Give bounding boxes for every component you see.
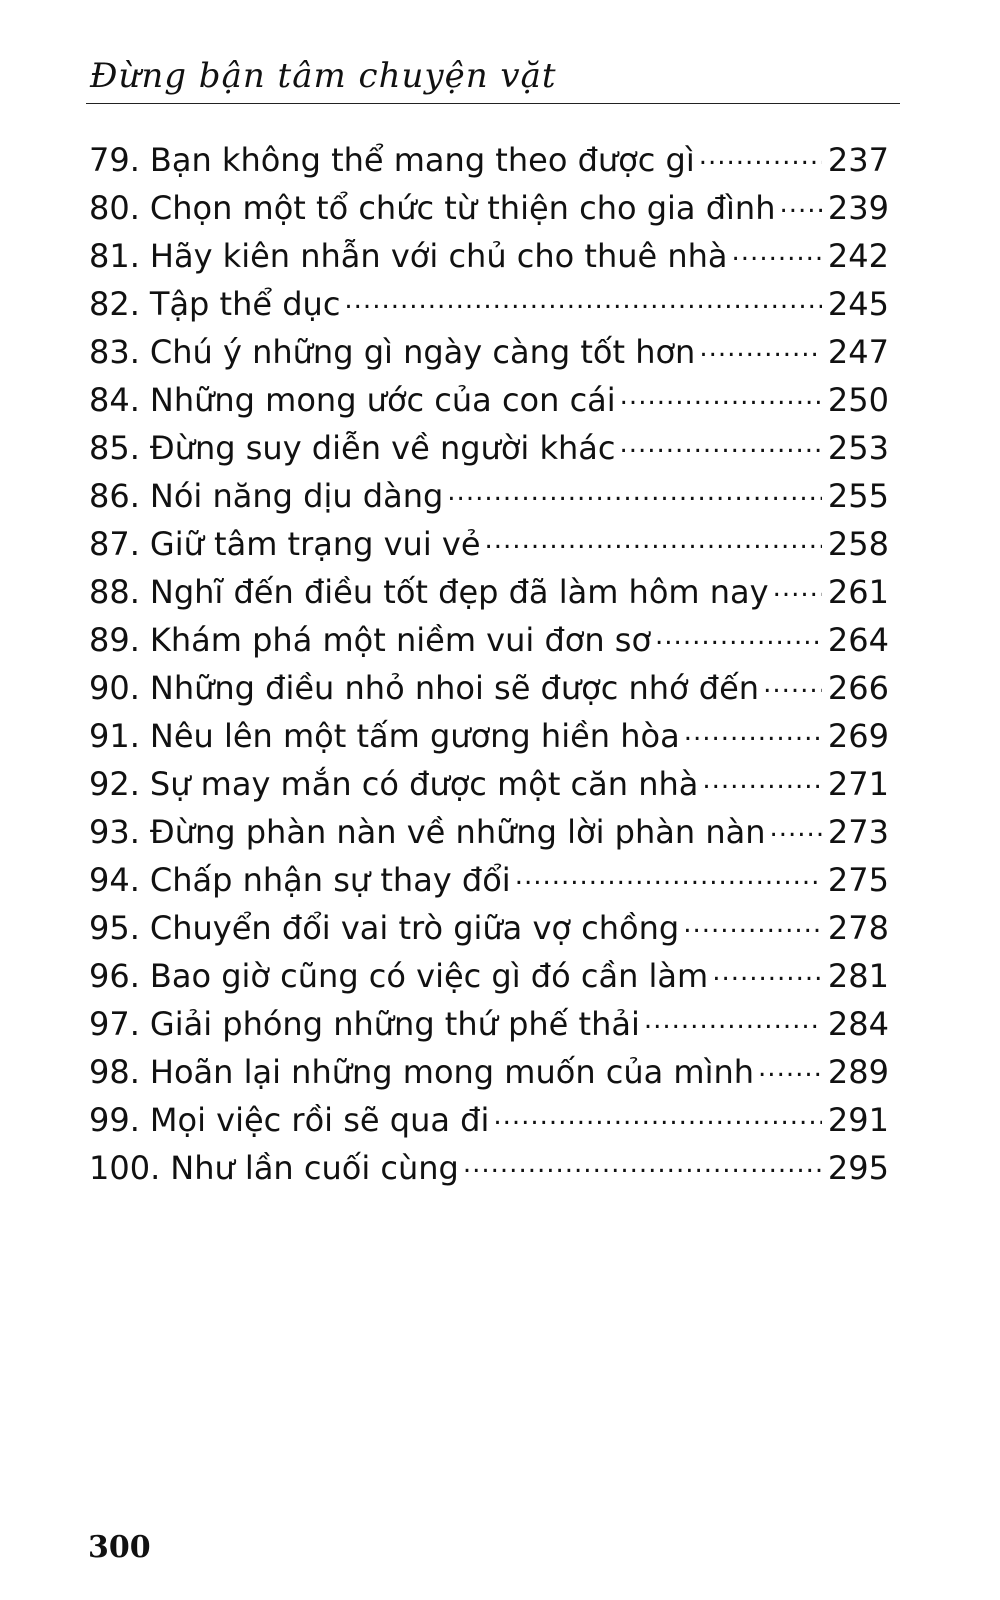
- header-rule: [86, 103, 900, 104]
- dot-leader: [702, 755, 822, 795]
- toc-entry-title: Nghĩ đến điều tốt đẹp đã làm hôm nay: [149, 573, 769, 611]
- toc-entry: [89, 707, 889, 755]
- toc-entry-number: 91.: [89, 717, 140, 755]
- toc-entry-title: Chuyển đổi vai trò giữa vợ chồng: [149, 909, 680, 947]
- dot-leader: [773, 563, 822, 603]
- toc-entry-number: 82.: [89, 285, 140, 323]
- toc-entry-number: 96.: [89, 957, 140, 995]
- toc-entry-title: Sự may mắn có được một căn nhà: [149, 765, 699, 803]
- dot-leader: [712, 947, 822, 987]
- toc-entry-page: 275: [827, 861, 889, 899]
- toc-entry-title: Giải phóng những thứ phế thải: [149, 1005, 640, 1043]
- toc-entry: [89, 755, 889, 803]
- toc-entry-page: 278: [827, 909, 889, 947]
- toc-entry: [89, 659, 889, 707]
- toc-entry-page: 284: [827, 1005, 889, 1043]
- toc-entry-page: 291: [827, 1101, 889, 1139]
- dot-leader: [463, 1139, 822, 1179]
- dot-leader: [699, 323, 822, 363]
- toc-entry: [89, 323, 889, 371]
- toc-entry-title: Những mong ước của con cái: [149, 381, 616, 419]
- toc-entry-number: 84.: [89, 381, 140, 419]
- dot-leader: [732, 227, 822, 267]
- toc-entry-page: 237: [827, 141, 889, 179]
- dot-leader: [655, 611, 822, 651]
- toc-entry-number: 86.: [89, 477, 140, 515]
- toc-entry-page: 266: [827, 669, 889, 707]
- toc-entry-title: Hoãn lại những mong muốn của mình: [149, 1053, 755, 1091]
- toc-entry-page: 250: [827, 381, 889, 419]
- toc-entry: [89, 515, 889, 563]
- toc-entry-page: 258: [827, 525, 889, 563]
- toc-entry-page: 247: [827, 333, 889, 371]
- toc-entry: [89, 803, 889, 851]
- dot-leader: [644, 995, 822, 1035]
- toc-entry: [89, 611, 889, 659]
- toc-entry: [89, 1043, 889, 1091]
- toc-entry-number: 81.: [89, 237, 140, 275]
- toc-entry-title: Hãy kiên nhẫn với chủ cho thuê nhà: [149, 237, 728, 275]
- toc-entry-number: 93.: [89, 813, 140, 851]
- dot-leader: [447, 467, 822, 507]
- toc-entry-number: 89.: [89, 621, 140, 659]
- page-number: 300: [88, 1530, 151, 1565]
- toc-entry-page: 271: [827, 765, 889, 803]
- toc-entry-title: Chấp nhận sự thay đổi: [149, 861, 511, 899]
- toc-entry-title: Những điều nhỏ nhoi sẽ được nhớ đến: [149, 669, 760, 707]
- toc-entry-number: 100.: [89, 1149, 161, 1187]
- toc-entry-number: 90.: [89, 669, 140, 707]
- toc-entry-page: 269: [827, 717, 889, 755]
- toc-entry-title: Chú ý những gì ngày càng tốt hơn: [149, 333, 696, 371]
- toc-entry-page: 261: [827, 573, 889, 611]
- toc-entry-title: Đừng suy diễn về người khác: [149, 429, 616, 467]
- toc-entry-page: 242: [827, 237, 889, 275]
- toc-entry-number: 97.: [89, 1005, 140, 1043]
- toc-entry: [89, 995, 889, 1043]
- toc-entry-number: 95.: [89, 909, 140, 947]
- dot-leader: [619, 419, 821, 459]
- running-head: Đừng bận tâm chuyện vặt: [90, 56, 557, 96]
- toc-entry-title: Như lần cuối cùng: [170, 1149, 459, 1187]
- toc-entry-number: 83.: [89, 333, 140, 371]
- toc-entry-number: 79.: [89, 141, 140, 179]
- toc-entry: [89, 371, 889, 419]
- toc-entry: [89, 1091, 889, 1139]
- toc-entry-title: Tập thể dục: [149, 285, 341, 323]
- toc-entry: [89, 467, 889, 515]
- toc-entry: [89, 563, 889, 611]
- toc-entry-number: 88.: [89, 573, 140, 611]
- toc-entry: [89, 227, 889, 275]
- toc-entry-page: 245: [827, 285, 889, 323]
- toc-entry: [89, 947, 889, 995]
- toc-entry-number: 92.: [89, 765, 140, 803]
- toc-entry-title: Mọi việc rồi sẽ qua đi: [149, 1101, 490, 1139]
- toc-entry: [89, 179, 889, 227]
- dot-leader: [684, 707, 822, 747]
- toc-entry-page: 273: [827, 813, 889, 851]
- toc-entry-title: Bạn không thể mang theo được gì: [149, 141, 695, 179]
- toc-entry-title: Bao giờ cũng có việc gì đó cần làm: [149, 957, 709, 995]
- toc-entry: [89, 851, 889, 899]
- dot-leader: [770, 803, 822, 843]
- toc-entry-number: 99.: [89, 1101, 140, 1139]
- toc-entry-number: 87.: [89, 525, 140, 563]
- dot-leader: [683, 899, 822, 939]
- toc-entry-page: 253: [827, 429, 889, 467]
- toc-entry-number: 98.: [89, 1053, 140, 1091]
- toc-entry-title: Khám phá một niềm vui đơn sơ: [149, 621, 652, 659]
- toc-entry-title: Nêu lên một tấm gương hiền hòa: [149, 717, 680, 755]
- toc-entry-page: 255: [827, 477, 889, 515]
- toc-entry: [89, 419, 889, 467]
- toc-entry-number: 94.: [89, 861, 140, 899]
- toc-entry-page: 281: [827, 957, 889, 995]
- toc-entry-number: 85.: [89, 429, 140, 467]
- toc-entry-page: 295: [827, 1149, 889, 1187]
- dot-leader: [779, 179, 821, 219]
- dot-leader: [344, 275, 822, 315]
- toc-entry-title: Nói năng dịu dàng: [149, 477, 444, 515]
- toc-entry-title: Giữ tâm trạng vui vẻ: [149, 525, 481, 563]
- dot-leader: [763, 659, 822, 699]
- dot-leader: [620, 371, 822, 411]
- toc-entry: [89, 275, 889, 323]
- dot-leader: [515, 851, 822, 891]
- toc-entry: [89, 899, 889, 947]
- dot-leader: [699, 131, 822, 171]
- toc-entry-page: 289: [827, 1053, 889, 1091]
- dot-leader: [758, 1043, 822, 1083]
- toc-entry-page: 264: [827, 621, 889, 659]
- toc-entry-number: 80.: [89, 189, 140, 227]
- toc-entry-page: 239: [827, 189, 889, 227]
- dot-leader: [493, 1091, 822, 1131]
- dot-leader: [485, 515, 822, 555]
- toc-entry-title: Đừng phàn nàn về những lời phàn nàn: [149, 813, 766, 851]
- table-of-contents: [89, 131, 889, 1187]
- toc-entry-title: Chọn một tổ chức từ thiện cho gia đình: [149, 189, 776, 227]
- toc-entry: [89, 131, 889, 179]
- toc-entry: [89, 1139, 889, 1187]
